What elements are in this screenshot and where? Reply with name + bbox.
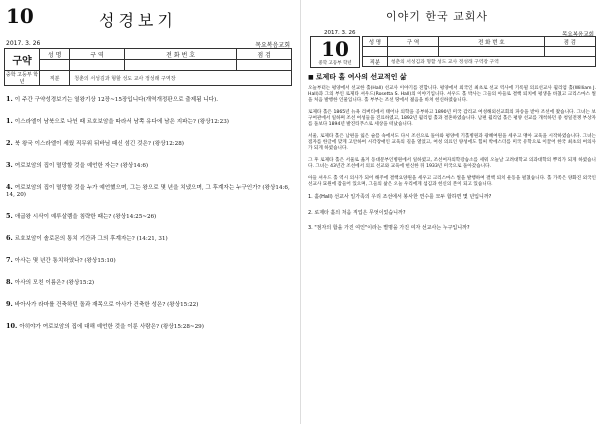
header-name: 성 명 (363, 37, 388, 47)
role-description: 청춘의 서성김과 형할 성도 교사 정성래 구역장 (70, 71, 292, 86)
header-district: 구 역 (387, 37, 438, 47)
question-item: 1. 이 주간 구약성경보기는 열왕기상 12장~15장입니다(개역개정판으로 출제됨 니다). (6, 95, 219, 103)
header-district: 구 역 (70, 49, 125, 60)
question-item: 1. 이스라엘이 남북으로 나뉜 때 르호보암을 따라서 남쪽 유다에 남은 지파는? (왕상12:23) (6, 117, 229, 125)
sheet-title: 이야기 한국 교회사 (386, 10, 489, 23)
header-phone: 전 화 번 호 (439, 37, 544, 47)
article-paragraph: 오늘부터는 평양에서 선교한 홀(Hall) 선교사 이야기를 전합니다. 평양에서 외국인 최초로 선교 역사에 기록될 의료선교사 윌리엄 홀(William J. Hall)과 그의 부인 로제타 셔우드(Rosetta S. Hall)의 이야기입니다. 셔우드 홀 박사는 그들의 아들로 결핵 퇴치에 평생을 바쳤고 크리스마스 씰을 처음 발행한 인물입니다. 홀 부부는 조선 땅에서 젊음을 바쳐 헌신하였습니다. (308, 86, 596, 103)
question-item: 7. 아사는 몇 년간 통치하였나? (왕상15:10) (6, 256, 116, 264)
phone-field[interactable] (124, 60, 237, 71)
question-item: 10. 아히야가 여로보암의 집에 대해 예언한 것을 이룬 사람은? (왕상15:28~29) (6, 322, 204, 330)
question-item: 9. 바아사가 라마를 건축하던 돌과 재목으로 아사가 건축한 성은? (왕상15:22) (6, 300, 199, 308)
church-name: 목요복음교회 (562, 32, 594, 38)
question-item: 5. 애굽왕 시삭이 예루살렘을 침략한 때는? (왕상14:25~26) (6, 212, 157, 220)
square-bullet-icon: ■ (308, 74, 316, 81)
page-divider (300, 0, 301, 424)
header-check: 점 검 (544, 37, 595, 47)
testament-label: 구약 (5, 49, 40, 71)
check-field[interactable] (237, 60, 292, 71)
question-item: 4. 여로보암의 집이 멸망할 것을 누가 예언했으며, 그는 왕으로 몇 년을 치냈으며, 그 후계자는 누구인가? (왕상14:6, 14, 20) (6, 183, 290, 198)
question-item: 8. 아사의 모친 이름은? (왕상15:2) (6, 278, 95, 286)
grade-label: 중학 고등부 학년 (5, 72, 39, 85)
article-paragraph: 로제타 홀은 1865년 뉴욕 리버티에서 태어나 의학을 공부하고 1890년 미국 감리교 여성해외선교회의 파송을 받아 조선에 왔습니다. 그녀는 보구여관에서 일하며 조선 여성들을 진료하였고, 1892년 윌리엄 홀과 결혼하였습니다. 남편 윌리엄 홀은 평양 선교를 개척하던 중 청일전쟁 부상자를 돌보다 1894년 발진티푸스로 세상을 떠났습니다. (308, 110, 596, 127)
issue-date: 2017. 3. 26 (324, 30, 356, 36)
issue-number: 10 (6, 4, 34, 28)
bible-quiz-header (4, 0, 294, 85)
grade-label: 중학 고등부 학년 (318, 61, 352, 66)
article-title: ■ 로제타 홀 여사의 선교적인 삶 (308, 73, 407, 81)
header-name: 성 명 (40, 49, 70, 60)
question-item: 2. 북 왕국 이스라엘이 세웠 직무위 뒤바님 때신 섬긴 것은? (왕상12:28) (6, 139, 184, 147)
name-field[interactable] (363, 47, 388, 57)
article-paragraph: 그 후 로제타 홀은 서울로 옮겨 동대문부인병원에서 일하였고, 조선여자의학강습소를 세워 오늘날 고려대학교 의과대학의 뿌리가 되게 하였습니다. 그녀는 43년간 조선에서 의료 선교와 교육에 헌신한 뒤 1933년 미국으로 돌아갔습니다. (308, 158, 596, 169)
church-name: 목요복음교회 (255, 42, 290, 49)
header-phone: 전 화 번 호 (124, 49, 237, 60)
issue-date: 2017. 3. 26 (6, 40, 41, 47)
check-field[interactable] (544, 47, 595, 57)
student-info-table (362, 36, 596, 67)
phone-field[interactable] (439, 47, 544, 57)
header-check: 점 검 (237, 49, 292, 60)
role-label: 직분 (363, 57, 388, 67)
name-field[interactable] (40, 60, 70, 71)
bible-quiz-sheet (4, 0, 294, 424)
question-list (6, 96, 290, 345)
review-question: 1. 홀(Hall) 선교사 일가족의 우리 조선에서 봉사한 연수를 모두 합하면 몇 년입니까? (308, 194, 492, 200)
issue-number-box (310, 36, 360, 68)
church-history-sheet (306, 0, 596, 424)
article (308, 72, 596, 241)
review-question: 3. "점자의 합을 가진 여인"이라는 별명을 가진 여자 선교사는 누구입니까? (308, 225, 470, 231)
student-info-table (4, 48, 292, 86)
question-item: 6. 르호보암이 솔로몬의 통치 기간과 그의 후계자는? (14:21, 31) (6, 234, 168, 242)
role-description: 청춘의 서성김과 형할 성도 교사 정성래 구역장 구역 (387, 57, 595, 67)
article-paragraph: 아들 셔우드 홀 역시 의사가 되어 해주에 결핵요양원을 세우고 크리스마스 씰을 발행하여 결핵 퇴치 운동을 펼쳤습니다. 홀 가족은 양화진 외국인 선교사 묘원에 잠들어 있으며, 그들의 삶은 오늘 우리에게 섬김과 헌신의 본이 되고 있습니다. (308, 176, 596, 187)
review-question: 2. 로제타 홀의 처음 직업은 무엇이었습니까? (308, 209, 406, 216)
sheet-title: 성경보기 (99, 11, 177, 30)
question-item: 3. 여로보암의 집이 멸망할 것을 예언한 자는? (왕상14:6) (6, 161, 149, 169)
issue-number: 10 (321, 37, 349, 61)
role-label: 직분 (40, 71, 70, 86)
district-field[interactable] (70, 60, 125, 71)
article-paragraph: 서울, 로제타 홀은 남편을 잃은 슬픔 속에서도 다시 조선으로 돌아와 평양에 기홀병원과 광혜여원을 세우고 맹아 교육을 시작하였습니다. 그녀는 점자를 한글에 맞게 고안하여 시각장애인 교육의 길을 열었고, 여성 의료인 양성에도 힘써 박에스더를 미국 유학으로 이끌어 한국 최초의 여의사가 되게 하였습니다. (308, 134, 596, 151)
district-field[interactable] (387, 47, 438, 57)
